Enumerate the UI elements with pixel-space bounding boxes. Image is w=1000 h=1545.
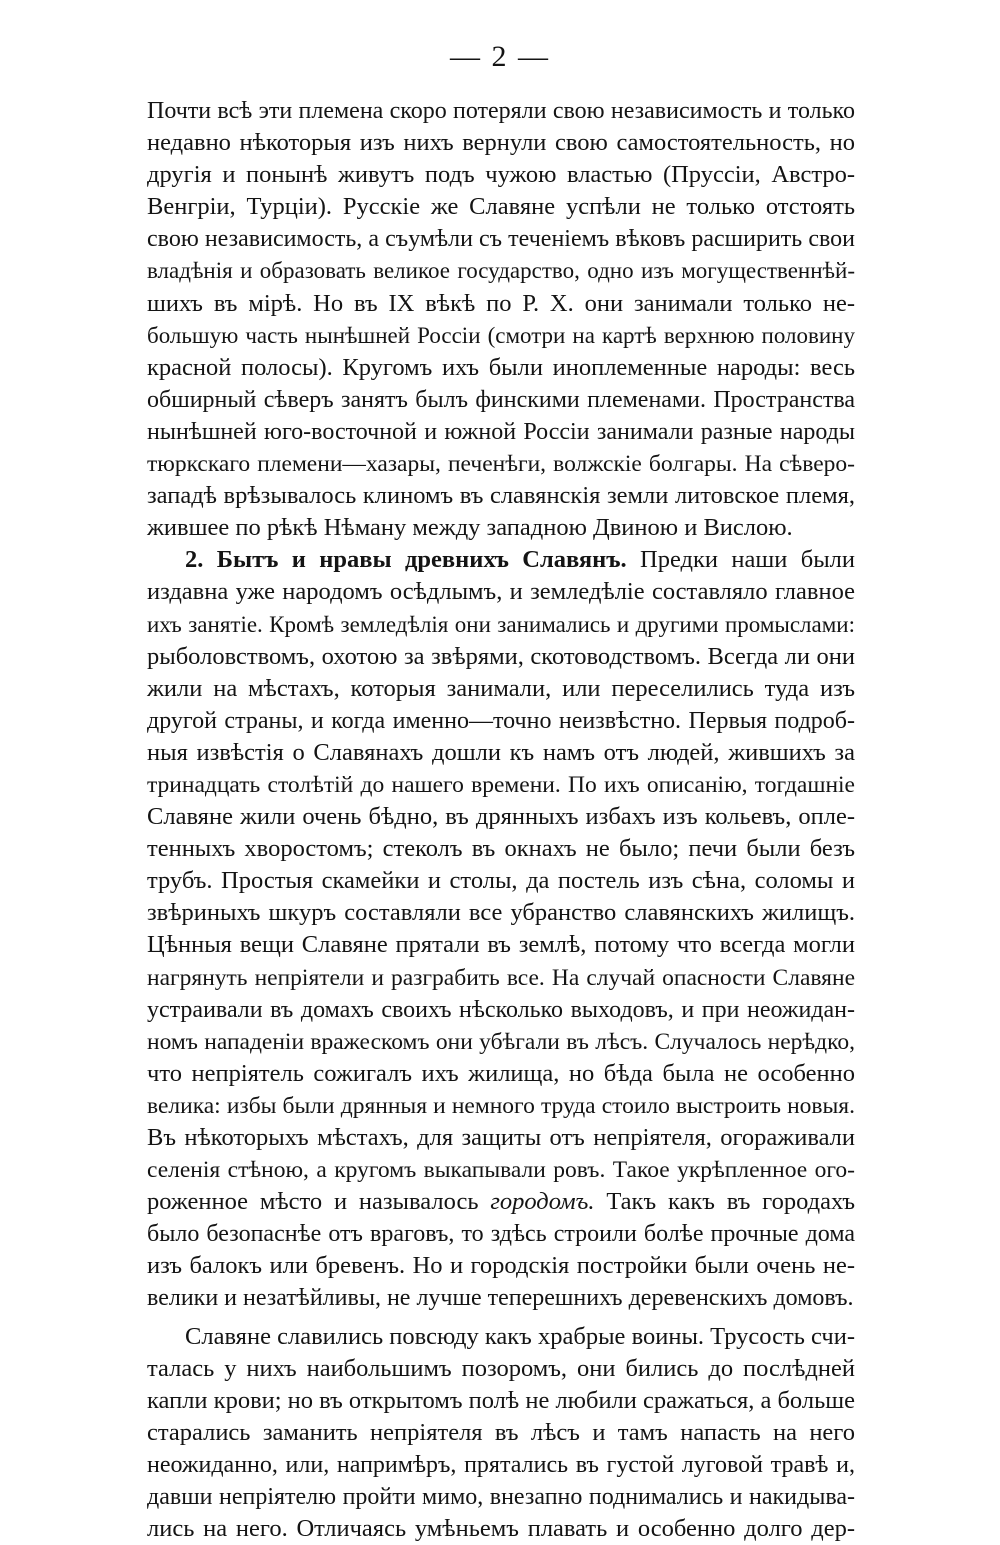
text-line: велика: избы были дрянныя и немного труда стоило выстроить новыя.: [147, 1092, 855, 1119]
italic-term-line: [147, 1186, 855, 1218]
text-line: тенныхъ хворостомъ; стеколъ въ окнахъ не было; печи были безъ: [147, 835, 855, 863]
text-line: другія и понынѣ живутъ подъ чужою властью (Пруссіи, Австро-: [147, 161, 855, 189]
text-line: номъ нападеніи вражескомъ они убѣгали въ лѣсъ. Случалось нерѣдко,: [147, 1028, 855, 1055]
text-line: изъ балокъ или бревенъ. Но и городскія постройки были очень не-: [147, 1252, 855, 1280]
paragraph-3: [147, 1321, 855, 1545]
text-line: лись на него. Отличаясь умѣньемъ плавать и особенно долго дер-: [147, 1515, 855, 1543]
text-line: трубъ. Простыя скамейки и столы, да постель изъ сѣна, соломы и: [147, 867, 855, 895]
text-line: велики и незатѣйливы, не лучше теперешнихъ деревенскихъ домовъ.: [147, 1285, 854, 1312]
text-line: западѣ врѣзывалось клиномъ въ славянскія земли литовское племя,: [147, 482, 855, 510]
text-line: Славяне славились повсюду какъ храбрые воины. Трусость счи-: [185, 1322, 855, 1350]
text-line: устраивали въ домахъ своихъ нѣсколько выходовъ, и при неожидан-: [147, 996, 855, 1023]
page-number: — 2 —: [450, 40, 550, 73]
page-body: [147, 95, 855, 1545]
text-line: рыболовствомъ, охотою за звѣрями, скотоводствомъ. Всегда ли они: [147, 642, 855, 670]
paragraph-2: [147, 544, 855, 1314]
text-line: ихъ занятіе. Кромѣ земледѣлія они занимались и другими промыслами:: [147, 611, 855, 637]
text-line: обширный сѣверъ занятъ былъ финскими племенами. Пространства: [147, 386, 855, 413]
text-line: Венгріи, Турціи). Русскіе же Славяне успѣли не только отстоять: [147, 193, 855, 221]
text-line: давши непріятелю пройти мимо, внезапно поднимались и накидыва-: [147, 1484, 855, 1511]
text-line: Въ нѣкоторыхъ мѣстахъ, для защиты отъ непріятеля, огораживали: [147, 1124, 855, 1151]
paragraph-1: [147, 95, 855, 544]
text-line: нагрянуть непріятели и разграбить все. На случай опасности Славяне: [147, 964, 855, 991]
text-line: звѣриныхъ шкуръ составляли все убранство славянскихъ жилищъ.: [147, 899, 855, 927]
text-line: большую часть нынѣшней Россіи (смотри на картѣ верхнюю половину: [147, 322, 855, 348]
heading-tail-text: Предки наши были: [626, 546, 856, 574]
text-line: недавно нѣкоторыя изъ нихъ вернули свою самостоятельность, но: [147, 129, 855, 157]
text-line: ныя извѣстія о Славянахъ дошли къ намъ отъ людей, жившихъ за: [147, 738, 855, 766]
italic-line-before: роженное мѣсто и называлось: [147, 1188, 491, 1216]
text-line: издавна уже народомъ осѣдлымъ, и земледѣліе составляло главное: [147, 578, 855, 606]
text-line: было безопаснѣе отъ враговъ, то здѣсь строили болѣе прочные дома: [147, 1221, 855, 1248]
text-line: тринадцать столѣтій до нашего времени. По ихъ описанію, тогдашніе: [147, 771, 855, 798]
text-line: свою независимость, а съумѣли съ теченіемъ вѣковъ расширить свои: [147, 226, 855, 253]
text-line: что непріятель сожигалъ ихъ жилища, но бѣда была не особенно: [147, 1059, 855, 1087]
text-line: талась у нихъ наибольшимъ позоромъ, они бились до послѣдней: [147, 1354, 855, 1382]
italic-line-after: Такъ какъ въ городахъ: [594, 1188, 855, 1216]
text-line: Цѣнныя вещи Славяне прятали въ землѣ, потому что всегда могли: [147, 931, 855, 959]
text-line: селенія стѣною, а кругомъ выкапывали ровъ. Такое укрѣпленное ого-: [147, 1157, 855, 1184]
text-line: красной полосы). Кругомъ ихъ были иноплеменные народы: весь: [147, 353, 855, 381]
text-line: капли крови; но въ открытомъ полѣ не любили сражаться, а больше: [147, 1386, 855, 1414]
text-line: нынѣшней юго-восточной и южной Россіи занимали разные народы: [147, 418, 855, 445]
text-line: шихъ въ мірѣ. Но въ IX вѣкѣ по Р. Х. они занимали только не-: [147, 289, 855, 317]
text-line: жили на мѣстахъ, которыя занимали, или переселились туда изъ: [147, 674, 855, 702]
text-line: тюркскаго племени—хазары, печенѣги, волжскіе болгары. На сѣверо-: [147, 451, 855, 478]
text-line: Славяне жили очень бѣдно, въ дрянныхъ избахъ изъ кольевъ, опле-: [147, 803, 855, 831]
section-heading: 2. Бытъ и нравы древнихъ Славянъ.: [185, 546, 627, 574]
text-line: Почти всѣ эти племена скоро потеряли свою независимость и только: [147, 98, 855, 124]
text-line: жившее по рѣкѣ Нѣману между западною Двиною и Вислою.: [147, 514, 793, 542]
italic-term: городомъ.: [490, 1188, 595, 1216]
text-line: другой страны, и когда именно—точно неизвѣстно. Первыя подроб-: [147, 707, 855, 734]
text-line: старались заманить непріятеля въ лѣсъ и тамъ напасть на него: [147, 1418, 855, 1446]
section-heading-line: [147, 544, 855, 576]
text-line: владѣнія и образовать великое государство, одно изъ могущественнѣй-: [147, 258, 855, 284]
text-line: неожиданно, или, напримѣръ, прятались въ густой луговой травѣ и,: [147, 1451, 855, 1478]
